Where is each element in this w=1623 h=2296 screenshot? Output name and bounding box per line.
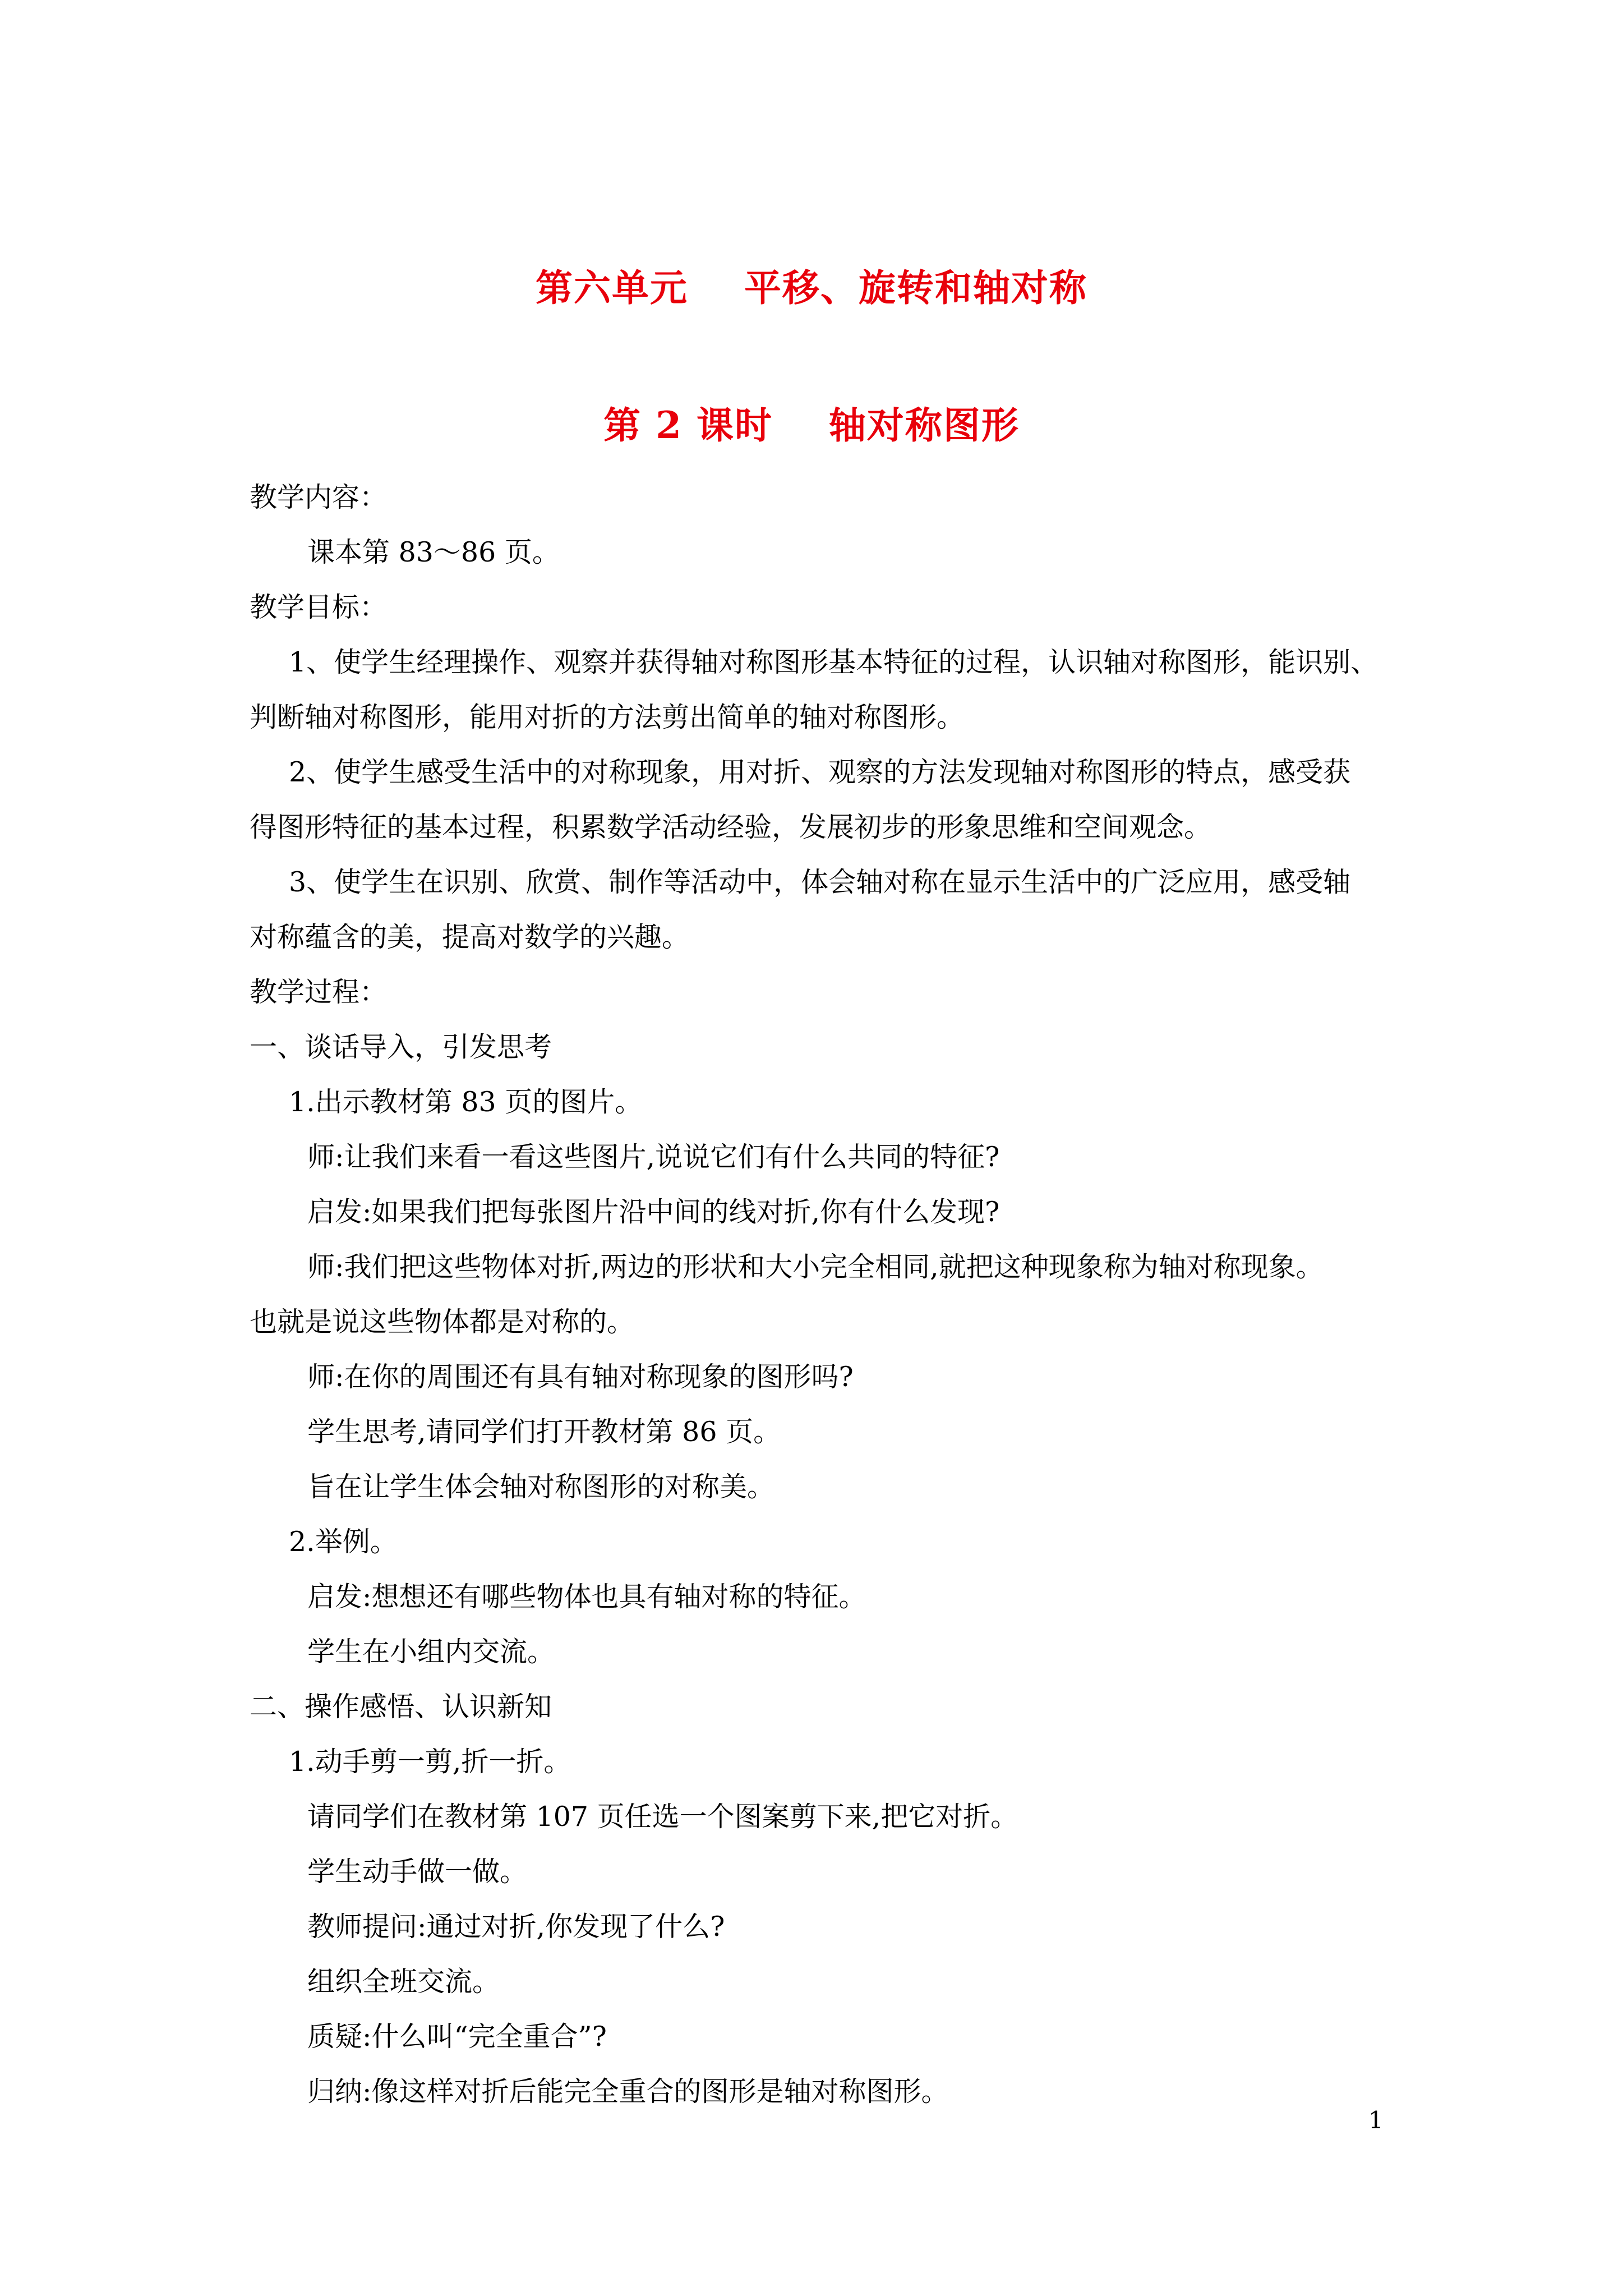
section1-heading: 一、谈话导入，引发思考 xyxy=(250,1031,552,1063)
section2-line: 学生动手做一做。 xyxy=(307,1856,528,1888)
goal-line: 对称蕴含的美，提高对数学的兴趣。 xyxy=(250,921,690,953)
goal-line: 1、使学生经理操作、观察并获得轴对称图形基本特征的过程，认识轴对称图形，能识别、 xyxy=(289,646,1378,678)
section1-line: 学生思考,请同学们打开教材第 86 页。 xyxy=(307,1416,781,1448)
section2-line: 归纳:像这样对折后能完全重合的图形是轴对称图形。 xyxy=(307,2076,949,2108)
section1-line: 2.举例。 xyxy=(289,1526,398,1558)
goal-line: 2、使学生感受生活中的对称现象，用对折、观察的方法发现轴对称图形的特点，感受获 xyxy=(289,756,1351,788)
section1-line: 师:在你的周围还有具有轴对称现象的图形吗? xyxy=(307,1361,854,1393)
section1-line: 启发:如果我们把每张图片沿中间的线对折,你有什么发现? xyxy=(307,1196,1000,1228)
lesson-title: 第 2 课时 轴对称图形 xyxy=(603,403,1020,447)
section2-line: 请同学们在教材第 107 页任选一个图案剪下来,把它对折。 xyxy=(307,1801,1018,1833)
content-heading: 教学内容： xyxy=(250,481,388,513)
section1-line: 也就是说这些物体都是对称的。 xyxy=(250,1306,635,1338)
goal-line: 判断轴对称图形，能用对折的方法剪出简单的轴对称图形。 xyxy=(250,701,965,733)
section2-line: 质疑:什么叫“完全重合”? xyxy=(307,2021,607,2053)
goal-line: 得图形特征的基本过程，积累数学活动经验，发展初步的形象思维和空间观念。 xyxy=(250,811,1212,843)
page-number: 1 xyxy=(1368,2106,1384,2134)
unit-title: 第六单元 平移、旋转和轴对称 xyxy=(536,266,1087,310)
process-heading: 教学过程： xyxy=(250,976,388,1008)
section1-line: 师:我们把这些物体对折,两边的形状和大小完全相同,就把这种现象称为轴对称现象。 xyxy=(307,1251,1324,1283)
content-text: 课本第 83～86 页。 xyxy=(307,536,560,568)
section1-line: 旨在让学生体会轴对称图形的对称美。 xyxy=(307,1471,775,1503)
section2-heading: 二、操作感悟、认识新知 xyxy=(250,1691,552,1723)
section2-line: 1.动手剪一剪,折一折。 xyxy=(289,1746,571,1778)
section1-line: 启发:想想还有哪些物体也具有轴对称的特征。 xyxy=(307,1581,866,1613)
section1-line: 师:让我们来看一看这些图片,说说它们有什么共同的特征? xyxy=(307,1141,1000,1173)
goal-line: 3、使学生在识别、欣赏、制作等活动中，体会轴对称在显示生活中的广泛应用，感受轴 xyxy=(289,866,1351,898)
goals-heading: 教学目标： xyxy=(250,591,388,623)
section1-line: 学生在小组内交流。 xyxy=(307,1636,555,1668)
section2-line: 组织全班交流。 xyxy=(307,1966,500,1998)
section1-line: 1.出示教材第 83 页的图片。 xyxy=(289,1086,643,1118)
section2-line: 教师提问:通过对折,你发现了什么? xyxy=(307,1911,725,1943)
